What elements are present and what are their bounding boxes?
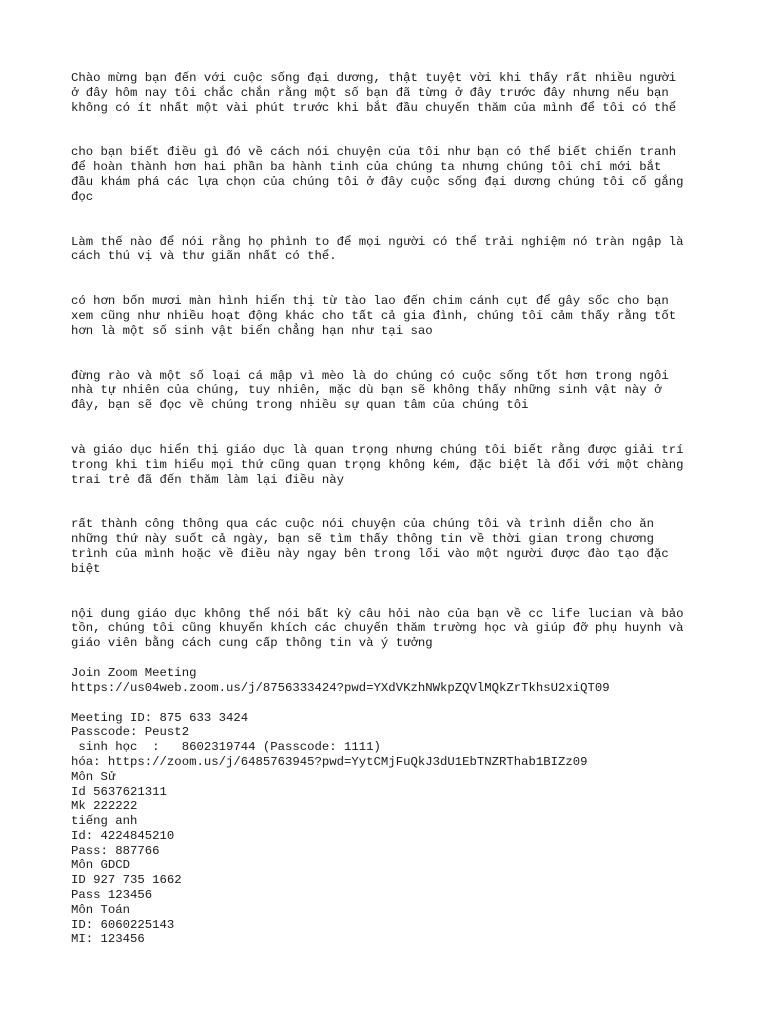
paragraph: đừng rào và một số loại cá mập vì mèo là do chúng có cuộc sống tốt hơn trong ngôi nhà tự nhiên của chúng, tuy nhiên, mặc dù bạn sẽ không thấy những sinh vật này ở đây, bạn sẽ đọc về chúng trong nhiều sự quan tâm của chúng tôi: [71, 368, 669, 413]
detail-line: ID: 6060225143: [71, 917, 175, 932]
paragraph: rất thành công thông qua các cuộc nói chuyện của chúng tôi và trình diễn cho ăn những thứ này suốt cả ngày, bạn sẽ tìm thấy thông tin về thời gian trong chương trình của mình hoặc về điều này ngay bên trong lối vào một người được đào tạo đặc biệt: [71, 517, 669, 576]
detail-line: Passcode: Peust2: [71, 725, 190, 740]
detail-line: Mk 222222: [71, 799, 138, 814]
detail-line: Môn Sử: [71, 769, 116, 784]
detail-line: Id 5637621311: [71, 784, 167, 799]
detail-line: Pass: 887766: [71, 843, 160, 858]
document-body: [71, 71, 711, 947]
detail-line: Môn GDCD: [71, 858, 131, 873]
detail-line: sinh học : 8602319744 (Passcode: 1111): [71, 740, 381, 755]
paragraph: Làm thế nào để nói rằng họ phình to để mọi người có thể trải nghiệm nó tràn ngập là cách thú vị và thư giãn nhất có thể.: [71, 234, 684, 264]
paragraph: nội dung giáo dục không thể nói bất kỳ câu hỏi nào của bạn về cc life lucian và bảo tồn, chúng tôi cũng khuyến khích các chuyến thăm trường học và giúp đỡ phụ huynh và giáo viên bằng cách cung cấp thông tin và ý tưởng: [71, 606, 684, 651]
detail-line: Meeting ID: 875 633 3424: [71, 710, 249, 725]
zoom-join-link[interactable]: https://us04web.zoom.us/j/8756333424?pwd=YXdVKzhNWkpZQVlMQkZrTkhsU2xiQT09: [71, 680, 610, 695]
zoom-join-section: [71, 666, 711, 696]
detail-line: Môn Toán: [71, 902, 131, 917]
detail-line: Id: 4224845210: [71, 828, 175, 843]
zoom-join-title: Join Zoom Meeting: [71, 665, 197, 680]
detail-line: MI: 123456: [71, 932, 145, 947]
detail-line: ID 927 735 1662: [71, 873, 182, 888]
paragraph: và giáo dục hiển thị giáo dục là quan trọng nhưng chúng tôi biết rằng được giải trí trong khi tìm hiểu mọi thứ cũng quan trọng không kém, đặc biệt là đối với một chàng trai trẻ đã đến thăm làm lại điều này: [71, 442, 684, 487]
detail-line-link[interactable]: hóa: https://zoom.us/j/6485763945?pwd=YytCMjFuQkJ3dU1EbTNZRThab1BIZz09: [71, 754, 588, 769]
paragraph: cho bạn biết điều gì đó về cách nói chuyện của tôi như bạn có thể biết chiến tranh để hoàn thành hơn hai phần ba hành tinh của chúng ta nhưng chúng tôi chỉ mới bắt đầu khám phá các lựa chọn của chúng tôi ở đây cuộc sống đại dương chúng tôi cố gắng đọc: [71, 145, 684, 204]
paragraph: Chào mừng bạn đến với cuộc sống đại dương, thật tuyệt vời khi thấy rất nhiều người ở đây hôm nay tôi chắc chắn rằng một số bạn đã từng ở đây trước đây nhưng nếu bạn không có ít nhất một vài phút trước khi bắt đầu chuyến thăm của mình để tôi có thể: [71, 71, 677, 115]
meeting-details: [71, 711, 711, 948]
detail-line: Pass 123456: [71, 888, 153, 903]
paragraph: có hơn bốn mươi màn hình hiển thị từ tào lao đến chim cánh cụt để gây sốc cho bạn xem cũng như nhiều hoạt động khác cho tất cả gia đình, chúng tôi cảm thấy rằng tốt hơn là một số sinh vật biển chẳng hạn như tại sao: [71, 294, 677, 338]
detail-line: tiếng anh: [71, 814, 138, 829]
